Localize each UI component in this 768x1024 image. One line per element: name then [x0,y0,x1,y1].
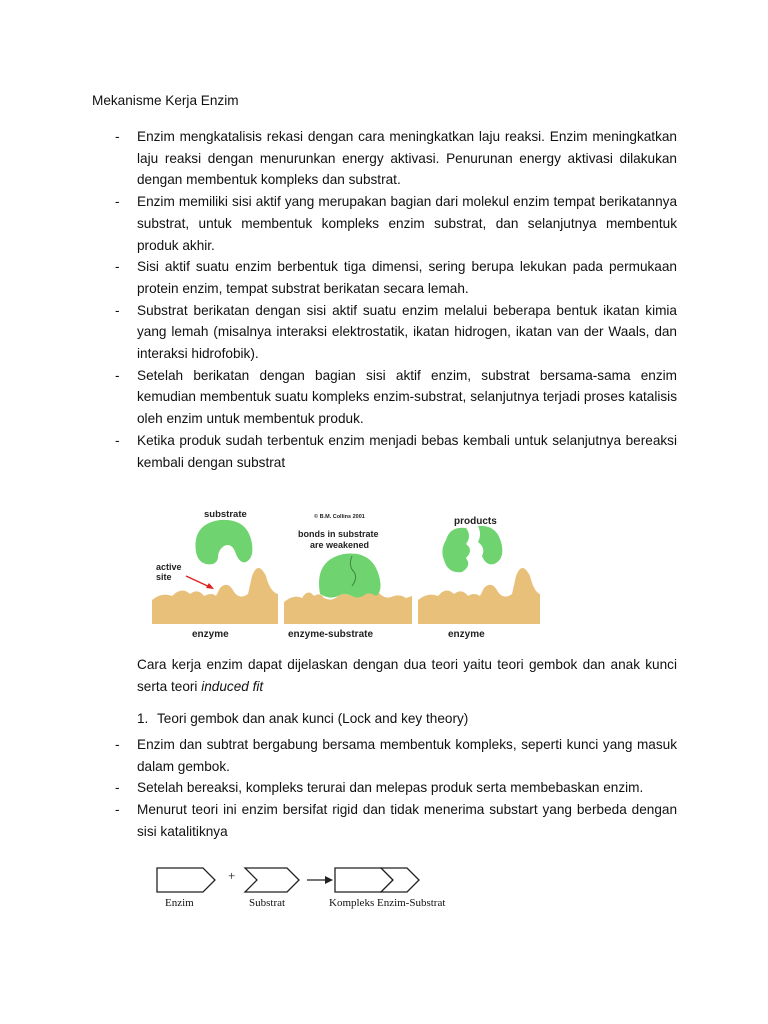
bullet-dash: - [115,259,120,275]
bullet-dash: - [115,302,120,318]
enzyme-shape-3 [418,568,540,624]
bullet-dash: - [115,194,120,210]
list-item: - Enzim memiliki sisi aktif yang merupakan bagian dari molekul enzim tempat berikatannya substrat, untuk membentuk kompleks enzim substrat, dan selanjutnya membentuk produk akhir. [115,191,677,256]
bullet-dash: - [115,432,120,448]
plus-sign: + [228,868,236,883]
list-item: - Enzim dan subtrat bergabung bersama membentuk kompleks, seperti kunci yang masuk dalam gembok. [115,734,677,777]
label-kompleks: Kompleks Enzim-Substrat [329,897,446,909]
label-enzim: Enzim [165,897,194,909]
label-active-site-1: active [156,562,182,572]
list-item: - Setelah berikatan dengan bagian sisi aktif enzim, substrat bersama-sama enzim kemudian membentuk suatu kompleks enzim-substrat, selanjutnya terjadi proses katalisis oleh enzim untuk membentuk produk. [115,365,677,430]
bullet-dash: - [115,367,120,383]
bullet-dash: - [115,737,120,752]
label-complex: enzyme-substrate [288,629,374,640]
substrate-shape-1 [196,520,253,565]
page-title: Mekanisme Kerja Enzim [92,93,239,108]
list-item: - Ketika produk sudah terbentuk enzim menjadi bebas kembali untuk selanjutnya bereaksi kembali dengan substrat [115,430,677,473]
list-item: - Substrat berikatan dengan sisi aktif suatu enzim melalui beberapa bentuk ikatan kimia yang lemah (misalnya interaksi elektrostatik, ikatan hidrogen, ikatan van der Waals, dan interaksi hidrofobik). [115,300,677,365]
lock-key-list [115,734,677,843]
list-item: - Enzim mengkatalisis rekasi dengan cara meningkatkan laju reaksi. Enzim meningkatkan laju reaksi dengan menurunkan energy aktivasi. Penurunan energy aktivasi dilakukan dengan membentuk kompleks dan substrat. [115,126,677,191]
bullet-dash: - [115,802,120,818]
substrate-shape-2 [319,554,381,598]
label-bonds-2: are weakened [310,540,370,550]
label-bonds-1: bonds in substrate [298,529,379,539]
item-number: 1. [137,711,149,726]
label-substrat: Substrat [249,897,286,909]
list-item: - Setelah bereaksi, kompleks terurai dan melepas produk serta membebaskan enzim. [115,777,677,799]
label-enzyme-2: enzyme [448,629,485,640]
theory-heading: 1. Teori gembok dan anak kunci (Lock and key theory) [137,711,469,726]
theories-paragraph: Cara kerja enzim dapat dijelaskan dengan dua teori yaitu teori gembok dan anak kunci serta teori induced fit [137,657,677,694]
label-copyright: © B.M. Collins 2001 [314,514,365,520]
substrat-shape [245,868,299,892]
label-enzyme-1: enzyme [192,629,229,640]
bullet-dash: - [115,129,120,144]
bullet-dash: - [115,780,120,796]
mechanism-list [115,126,677,473]
product-shape-b [478,526,502,565]
label-active-site-2: site [156,572,172,582]
label-products: products [454,516,497,527]
lock-key-figure [155,858,475,918]
reaction-arrowhead [325,876,333,884]
list-item: - Menurut teori ini enzim bersifat rigid dan tidak menerima substart yang berbeda dengan sisi katalitiknya [115,799,677,842]
enzyme-substrate-figure [148,496,680,642]
list-item: - Sisi aktif suatu enzim berbentuk tiga dimensi, sering berupa lekukan pada permukaan protein enzim, tempat substrat berikatan secara lemah. [115,256,677,299]
label-substrate: substrate [204,509,247,520]
induced-fit-term: induced fit [201,679,264,694]
enzim-shape [157,868,215,892]
product-shape-a [442,528,470,573]
